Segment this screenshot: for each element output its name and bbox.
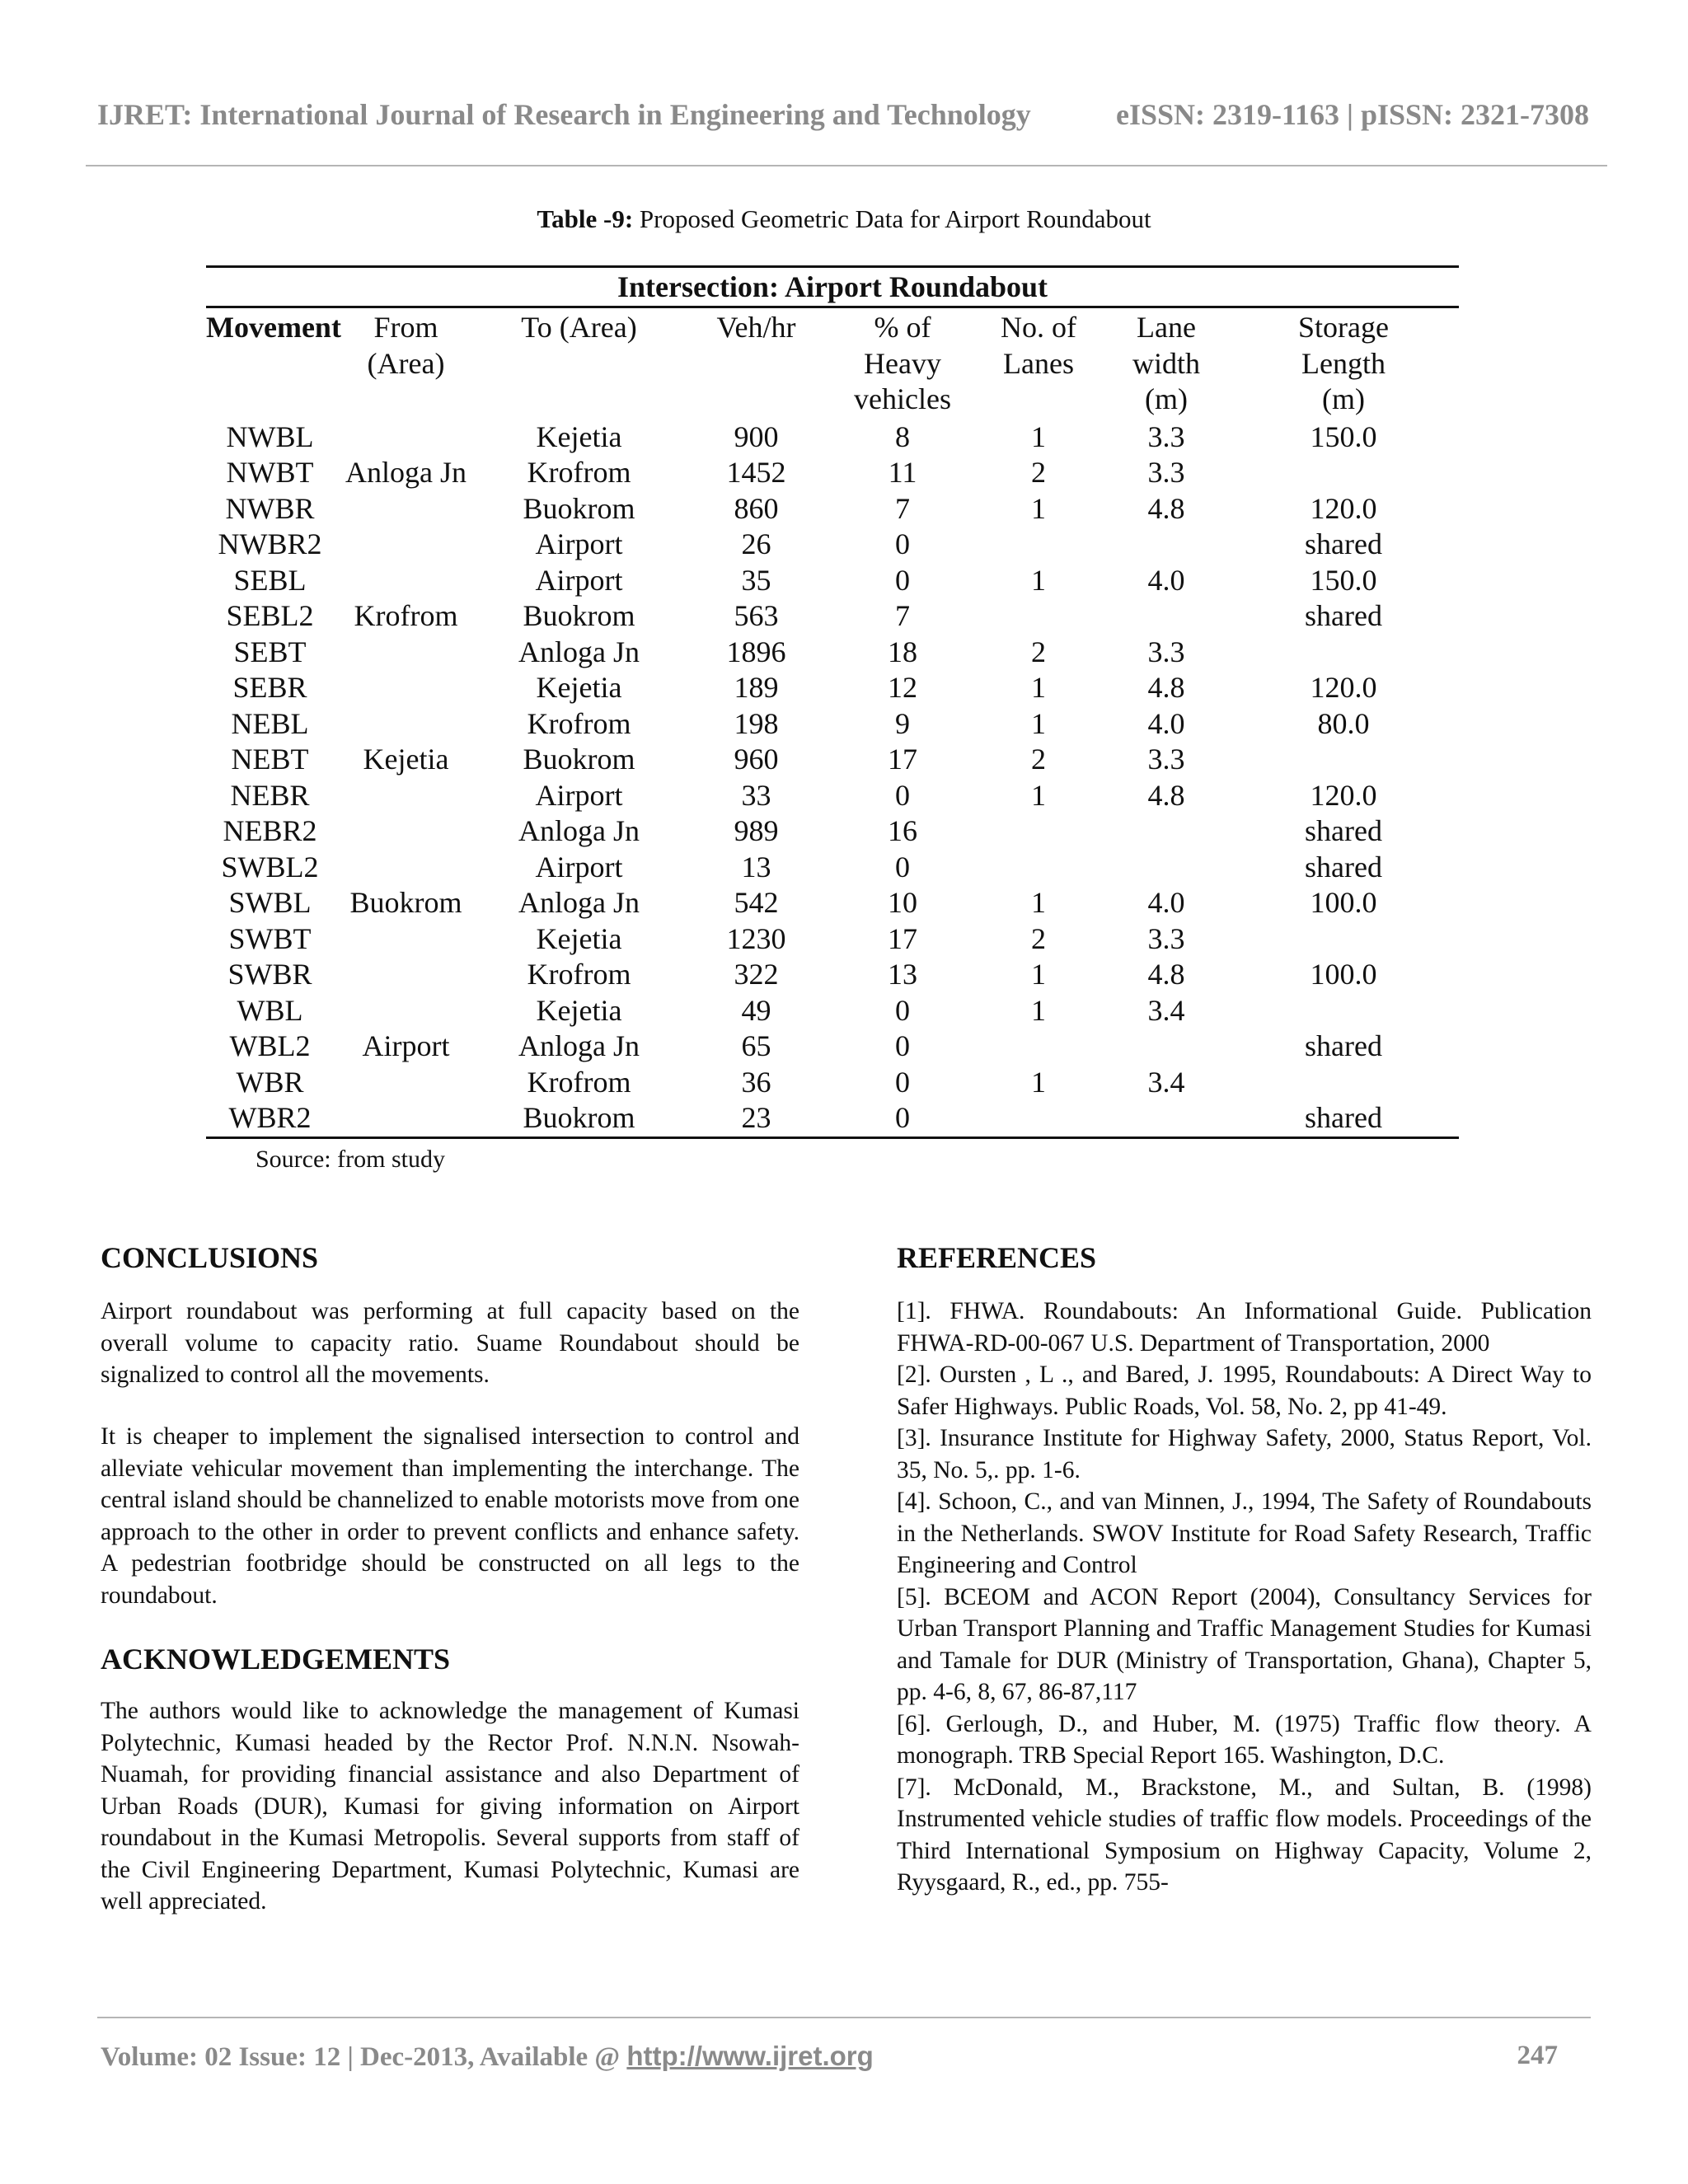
table-cell: SWBR [227, 958, 312, 991]
table-cell: Airport [535, 527, 623, 560]
table-cell: 0 [895, 563, 910, 597]
table-cell [1228, 455, 1459, 491]
table-cell: 322 [734, 958, 779, 991]
table-cell: Anloga Jn [518, 1029, 640, 1062]
references-heading: REFERENCES [897, 1241, 1097, 1274]
table-cell [334, 670, 478, 706]
table-cell: 3.3 [1147, 921, 1185, 955]
table-cell: 17 [888, 743, 917, 776]
table-cell: Kejetia [363, 743, 449, 776]
table-cell: 3.4 [1147, 993, 1185, 1027]
table-caption-label: Table -9: [537, 204, 634, 233]
column-header: No. of Lanes [1001, 311, 1076, 380]
table-cell [334, 491, 478, 527]
table-cell: 1 [1031, 671, 1046, 704]
table-cell: SEBR [232, 671, 307, 704]
table-cell: 3.4 [1147, 1065, 1185, 1099]
table-cell: Buokrom [523, 491, 635, 525]
table-cell: 150.0 [1310, 419, 1377, 453]
table-row [206, 706, 1459, 743]
table-cell: 0 [895, 527, 910, 560]
table-cell [334, 1065, 478, 1101]
reference-item: [4]. Schoon, C., and van Minnen, J., 1994, The Safety of Roundabouts in the Netherlands. SWOV Institute for Road Safety Research, Traffic Engineering and Control [897, 1488, 1592, 1578]
table-cell [334, 419, 478, 456]
table-cell [973, 598, 1104, 635]
table-cell: shared [1305, 599, 1382, 632]
table-cell: 23 [680, 1100, 832, 1137]
table-cell [1228, 993, 1459, 1029]
table-cell: 198 [734, 706, 779, 740]
table-cell: 989 [734, 814, 779, 847]
table-cell: shared [1305, 1029, 1382, 1062]
column-header: Lane width (m) [1132, 311, 1200, 415]
table-source: Source: from study [256, 1146, 445, 1173]
table-row [206, 957, 1459, 993]
table-cell: 0 [895, 850, 910, 883]
table-cell: 1 [1031, 778, 1046, 812]
table-cell: 1 [1031, 563, 1046, 597]
table-cell: Airport [535, 850, 623, 883]
table-cell [1104, 527, 1228, 563]
table-cell: shared [1305, 850, 1382, 883]
table-cell: 4.8 [1147, 671, 1185, 704]
reference-item: [2]. Oursten , L ., and Bared, J. 1995, Roundabouts: A Direct Way to Safer Highways. Public Roads, Vol. 58, No. 2, pp 41-49. [897, 1361, 1592, 1420]
table-cell: SWBL2 [221, 850, 319, 883]
table-cell: 100.0 [1310, 958, 1377, 991]
table-cell: WBL2 [229, 1029, 311, 1062]
table-cell: Airport [535, 563, 623, 597]
table-cell: 7 [895, 491, 910, 525]
table-cell: 36 [741, 1065, 771, 1099]
table-cell: SEBL [233, 563, 307, 597]
table-cell: 11 [888, 456, 917, 489]
table-cell: 12 [888, 671, 917, 704]
table-cell [1228, 742, 1459, 778]
column-header: % of Heavy vehicles [854, 311, 951, 415]
column-header: From (Area) [367, 311, 445, 380]
reference-item: [5]. BCEOM and ACON Report (2004), Consultancy Services for Urban Transport Planning and Traffic Management Studies for Kumasi and Tamale for DUR (Ministry of Transportation, Ghana), Chapter 5, pp. 4-6, 8, 67, 86-87,117 [897, 1583, 1592, 1705]
table-caption [0, 204, 1688, 234]
table-cell [334, 813, 478, 850]
table-cell: NEBT [231, 743, 309, 776]
table-cell: 542 [734, 886, 779, 919]
table-row [206, 850, 1459, 886]
table-cell: 0 [895, 993, 910, 1027]
table-cell: 0 [895, 1065, 910, 1099]
table-cell: 563 [734, 599, 779, 632]
table-cell: 10 [888, 886, 917, 919]
table-cell: Krofrom [527, 958, 631, 991]
reference-item: [1]. FHWA. Roundabouts: An Informational Guide. Publication FHWA-RD-00-067 U.S. Department of Transportation, 2000 [897, 1298, 1592, 1357]
table-cell: 860 [734, 491, 779, 525]
table-row [206, 921, 1459, 958]
table-cell: 0 [895, 778, 910, 812]
table-cell: 1 [1031, 958, 1046, 991]
table-cell: 4.8 [1147, 491, 1185, 525]
table-row [206, 670, 1459, 706]
table-row [206, 563, 1459, 599]
table-cell: Krofrom [527, 1065, 631, 1099]
journal-issn: eISSN: 2319-1163 | pISSN: 2321-7308 [1116, 98, 1589, 131]
table-cell: 120.0 [1310, 491, 1377, 525]
table-cell: 1 [1031, 419, 1046, 453]
footer-volume-text: Volume: 02 Issue: 12 | Dec-2013, Available @ [101, 2042, 627, 2072]
table-cell: Krofrom [354, 599, 458, 632]
table-cell: 2 [1031, 921, 1046, 955]
table-cell [334, 957, 478, 993]
reference-item: [3]. Insurance Institute for Highway Safety, 2000, Status Report, Vol. 35, No. 5,. pp. 1-6. [897, 1425, 1592, 1483]
table-cell: 0 [895, 1029, 910, 1062]
table-cell: 18 [888, 635, 917, 668]
table-cell: 1 [1031, 1065, 1046, 1099]
table-cell: 4.8 [1147, 778, 1185, 812]
table-cell [334, 706, 478, 743]
table-cell: 4.0 [1147, 563, 1185, 597]
table-cell: Airport [362, 1029, 450, 1062]
table-cell: 3.3 [1147, 743, 1185, 776]
conclusions-paragraph-1: Airport roundabout was performing at full capacity based on the overall volume to capacity ratio. Suame Roundabout should be signalized to control all the movements. [101, 1298, 799, 1388]
table-cell [1104, 813, 1228, 850]
table-cell: Buokrom [349, 886, 462, 919]
table-cell [1104, 850, 1228, 886]
table-cell: NWBR [225, 491, 315, 525]
table-cell: Krofrom [527, 456, 631, 489]
table-cell: shared [1305, 527, 1382, 560]
table-body [206, 419, 1459, 1138]
table-row [206, 1029, 1459, 1065]
table-cell [334, 635, 478, 671]
table-cell [1104, 1100, 1228, 1137]
table-cell: SEBL2 [226, 599, 314, 632]
table-cell: 80.0 [1317, 706, 1370, 740]
table-cell: Anloga Jn [518, 886, 640, 919]
table-cell: 1 [1031, 993, 1046, 1027]
table-cell: 13 [888, 958, 917, 991]
table-row [206, 1065, 1459, 1101]
table-cell: 7 [895, 599, 910, 632]
conclusions-heading: CONCLUSIONS [101, 1241, 319, 1274]
table-cell: 1452 [726, 456, 786, 489]
table-cell [334, 921, 478, 958]
table-cell: 1 [1031, 706, 1046, 740]
column-header: Storage Length (m) [1298, 311, 1389, 415]
footer-divider [97, 2017, 1591, 2018]
table-cell: 16 [888, 814, 917, 847]
table-cell: 3.3 [1147, 419, 1185, 453]
table-cell: 4.0 [1147, 886, 1185, 919]
table-cell: 150.0 [1310, 563, 1377, 597]
acknowledgements-heading: ACKNOWLEDGEMENTS [101, 1643, 451, 1675]
table-cell [1104, 598, 1228, 635]
table-cell: 120.0 [1310, 671, 1377, 704]
table-cell: 33 [741, 778, 771, 812]
table-row [206, 778, 1459, 814]
table-cell: 8 [895, 419, 910, 453]
table-cell: WBL [237, 993, 303, 1027]
table-cell [1228, 1065, 1459, 1101]
table-cell: NEBR [230, 778, 310, 812]
table-row [206, 455, 1459, 491]
table-cell [334, 993, 478, 1029]
table-cell: 4.8 [1147, 958, 1185, 991]
table-cell: NWBR2 [218, 527, 322, 560]
journal-title: IJRET: International Journal of Research in Engineering and Technology [97, 98, 1031, 131]
table-cell: 17 [888, 921, 917, 955]
journal-link[interactable]: http://www.ijret.org [626, 2041, 874, 2071]
table-cell [334, 778, 478, 814]
table-cell: 960 [734, 743, 779, 776]
table-cell [973, 1029, 1104, 1065]
table-cell: Kejetia [536, 671, 622, 704]
table-cell: SWBL [228, 886, 312, 919]
table-row [206, 1100, 1459, 1137]
table-cell: 900 [734, 419, 779, 453]
table-cell: NWBT [226, 456, 314, 489]
table-cell: Krofrom [527, 706, 631, 740]
table-cell: Kejetia [536, 921, 622, 955]
table-cell: shared [1228, 1100, 1459, 1137]
table-cell [1228, 635, 1459, 671]
table-cell: 13 [741, 850, 771, 883]
table-cell: 120.0 [1310, 778, 1377, 812]
page-number: 247 [1517, 2041, 1558, 2070]
table-cell: Buokrom [523, 599, 635, 632]
table-row [206, 993, 1459, 1029]
table-cell: 1 [1031, 491, 1046, 525]
table-title: Intersection: Airport Roundabout [206, 267, 1459, 307]
table-cell: WBR [236, 1065, 304, 1099]
table-cell: 3.3 [1147, 456, 1185, 489]
conclusions-paragraph-2: It is cheaper to implement the signalised intersection to control and alleviate vehicular movement than implementing the interchange. The central island should be channelized to enable motorists move from one approach to the other in order to prevent conflicts and enhance safety. A pedestrian footbridge should be constructed on all legs to the roundabout. [101, 1423, 799, 1609]
table-cell: NEBR2 [223, 814, 317, 847]
table-cell: 2 [1031, 635, 1046, 668]
table-cell: NWBL [226, 419, 314, 453]
table-row [206, 635, 1459, 671]
table-row [206, 742, 1459, 778]
table-cell: 100.0 [1310, 886, 1377, 919]
table-cell: 65 [741, 1029, 771, 1062]
footer-volume [101, 2041, 874, 2073]
table-cell: 35 [741, 563, 771, 597]
column-header: To (Area) [521, 311, 637, 344]
table-cell [973, 527, 1104, 563]
table-cell: 1230 [726, 921, 786, 955]
table-cell [1228, 921, 1459, 958]
table-cell: Anloga Jn [518, 635, 640, 668]
table-cell [334, 527, 478, 563]
table-cell [1104, 1029, 1228, 1065]
table-cell: 26 [741, 527, 771, 560]
table-row [206, 491, 1459, 527]
table-cell: 9 [895, 706, 910, 740]
table-cell: Anloga Jn [518, 814, 640, 847]
table-cell: 2 [1031, 456, 1046, 489]
table-cell [973, 1100, 1104, 1137]
table-cell: Kejetia [536, 419, 622, 453]
table-cell [973, 850, 1104, 886]
table-cell: 0 [832, 1100, 973, 1137]
table-cell [973, 813, 1104, 850]
reference-item: [6]. Gerlough, D., and Huber, M. (1975) Traffic flow theory. A monograph. TRB Special Report 165. Washington, D.C. [897, 1710, 1592, 1769]
table-cell: 3.3 [1147, 635, 1185, 668]
table-cell: 2 [1031, 743, 1046, 776]
table-cell: SEBT [233, 635, 307, 668]
geometric-data-table [206, 265, 1459, 1139]
table-cell: Airport [535, 778, 623, 812]
table-cell [334, 850, 478, 886]
table-cell: NEBL [231, 706, 309, 740]
table-cell: Buokrom [523, 743, 635, 776]
table-cell: shared [1305, 814, 1382, 847]
reference-item: [7]. McDonald, M., Brackstone, M., and Sultan, B. (1998) Instrumented vehicle studies of traffic flow models. Proceedings of the Third International Symposium on Highway Capacity, Volume 2, Ryysgaard, R., ed., pp. 755- [897, 1774, 1592, 1896]
references-list [897, 1296, 1592, 1899]
table-row [206, 527, 1459, 563]
table-cell: Anloga Jn [345, 456, 467, 489]
table-cell: 49 [741, 993, 771, 1027]
table-row [206, 885, 1459, 921]
table-cell: 1896 [726, 635, 786, 668]
table-caption-text: Proposed Geometric Data for Airport Roundabout [633, 204, 1151, 233]
table-cell: SWBT [228, 921, 312, 955]
table-row [206, 598, 1459, 635]
column-header: Veh/hr [716, 311, 796, 344]
table-cell: 4.0 [1147, 706, 1185, 740]
table-cell [334, 563, 478, 599]
table-cell: Kejetia [536, 993, 622, 1027]
table-row [206, 813, 1459, 850]
column-header: Movement [206, 311, 341, 344]
acknowledgements-paragraph: The authors would like to acknowledge the management of Kumasi Polytechnic, Kumasi headed by the Rector Prof. N.N.N. Nsowah-Nuamah, for providing financial assistance and also Department of Urban Roads (DUR), Kumasi for giving information on Airport roundabout in the Kumasi Metropolis. Several supports from staff of the Civil Engineering Department, Kumasi Polytechnic, Kumasi are well appreciated. [101, 1698, 799, 1915]
header-divider [86, 165, 1607, 166]
table-header-row [206, 307, 1459, 419]
table-row [206, 419, 1459, 456]
table-cell: 1 [1031, 886, 1046, 919]
table-cell: WBR2 [206, 1100, 334, 1137]
table-cell: 189 [734, 671, 779, 704]
table-cell: Buokrom [478, 1100, 680, 1137]
geometric-data-table-wrap [206, 265, 1459, 1139]
table-cell [334, 1100, 478, 1137]
